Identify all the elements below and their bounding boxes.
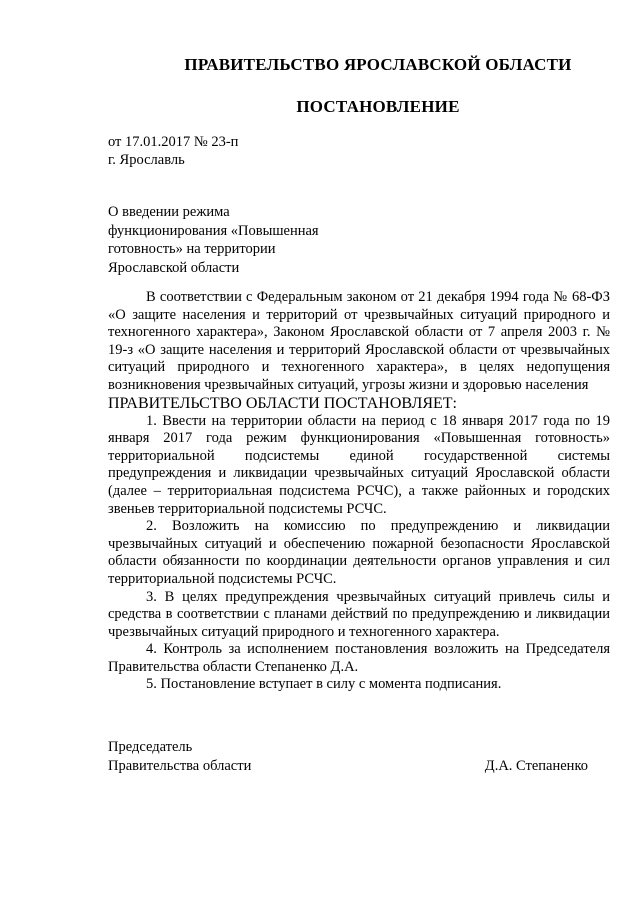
subject-line: функционирования «Повышенная <box>108 222 319 239</box>
item-paragraph: 4. Контроль за исполнением постановления возложить на Председателя Правительства области Степаненко Д.А. <box>108 641 610 675</box>
subject-line: Ярославской области <box>108 259 240 276</box>
signature-position <box>108 738 251 776</box>
item-paragraph: 5. Постановление вступает в силу с момента подписания. <box>146 676 502 693</box>
subject-line: О введении режима <box>108 204 230 220</box>
signature-position-line: Председатель <box>108 739 193 755</box>
document-type-title: ПОСТАНОВЛЕНИЕ <box>296 97 460 116</box>
signature-name: Д.А. Степаненко <box>484 758 588 774</box>
government-title: ПРАВИТЕЛЬСТВО ЯРОСЛАВСКОЙ ОБЛАСТИ <box>184 55 572 74</box>
preamble-paragraph: В соответствии с Федеральным законом от 21 декабря 1994 года № 68-ФЗ «О защите населения и территорий от чрезвычайных ситуаций природного и техногенного характера», Законом Ярославской области от 7 апреля 2003 г. № 19-з «О защите населения и территорий Ярославской области от чрезвычайных ситуаций природного и техногенного характера», в целях недопущения возникновения чрезвычайных ситуаций, угрозы жизни и здоровью населения <box>108 289 610 393</box>
document-meta <box>108 133 238 169</box>
item-paragraph: 3. В целях предупреждения чрезвычайных ситуаций привлечь силы и средства в соответствии с планами действий по предупреждению и ликвидации чрезвычайных ситуаций природного и техногенного характера. <box>108 588 610 640</box>
document-body <box>108 289 610 694</box>
city: г. Ярославль <box>108 152 185 168</box>
document-subject <box>108 203 368 277</box>
subject-line: готовность» на территории <box>108 241 276 257</box>
item-paragraph: 2. Возложить на комиссию по предупреждению и ликвидации чрезвычайных ситуаций и обеспечению пожарной безопасности Ярославской области обязанности по координации деятельности органов управления и сил территориальной подсистемы РСЧС. <box>108 518 610 587</box>
signature-position-line: Правительства области <box>108 758 252 774</box>
date-number: от 17.01.2017 № 23-п <box>108 134 239 150</box>
item-paragraph: 1. Ввести на территории области на период с 18 января 2017 года по 19 января 2017 года режим функционирования «Повышенная готовность» территориальной подсистемы единой государственной системы предупреждения и ликвидации чрезвычайных ситуаций Ярославской области (далее – территориальная подсистема РСЧС), а также районных и городских звеньев территориальной подсистемы РСЧС. <box>108 412 610 517</box>
resolve-heading: ПРАВИТЕЛЬСТВО ОБЛАСТИ ПОСТАНОВЛЯЕТ: <box>108 394 457 412</box>
